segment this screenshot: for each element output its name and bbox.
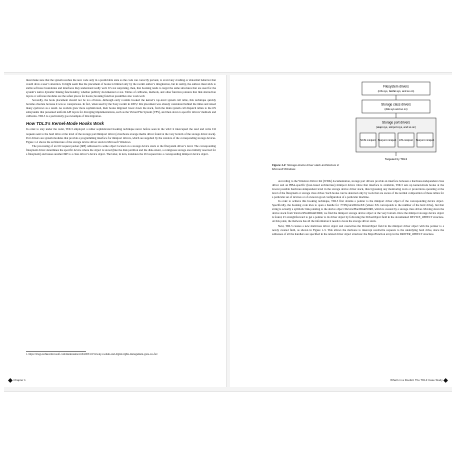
right-footer-label: What’s in a Rootkit: The TDL3 Case Study (390, 378, 443, 383)
left-body-text (26, 78, 216, 156)
left-footer (8, 377, 26, 384)
storport-miniport-label-2: Storport miniport (415, 139, 435, 142)
section-heading: How TDL3’s Kernel-Mode Hooks Work (26, 120, 104, 126)
storage-class-sublabel: (disk.sys and so on) (384, 108, 408, 111)
footnote-rule (26, 351, 86, 352)
right-footer (390, 377, 448, 384)
filesystem-drivers-sublabel: (ntfs.sys, fastfat.sys, and so on) (377, 90, 415, 93)
right-paragraph-3: Next, TDL3 creates a new malicious driver object and overwrites the DriverObject field in the miniport driver object with the pointer to a newly created field, as shown in Figure 1-3. This allows the malware to intercept read/write requests to the underlying hard drive, since the addresses of all the handlers are specified in the related driver object structure: the MajorFunction array in the DRIVER_OBJECT structure. (272, 223, 444, 236)
scsi-miniport-label: SCSI miniport (360, 139, 376, 142)
caption-label: Figure 1-2: (272, 163, 287, 167)
ata-miniport-label: ATA miniport (399, 139, 413, 142)
left-page (4, 75, 227, 387)
right-page (230, 75, 452, 387)
right-paragraph-1: According to the Windows Driver Kit (WDK) documentation, storage port drivers provide an interface between a hardware-independent class driver and an HBA-specific (host-based architecture) miniport driver. Once that interface is available, TDL3 sets up kernel-mode hooks at the lowest possible hardware-independent level in the storage device driver stack, thus bypassing any monitoring tools or protections operating at the level of the filesystem or storage class driver. Such hooks can be detected only by tools that are aware of the normal composition of these tables for a particular set of devices or of a known good configuration of a particular machine. (272, 179, 444, 200)
storage-class-label: Storage class drivers (381, 102, 411, 107)
left-paragraph-4: The processing of an I/O request packet (IRP) addressed to some object located on a storage device starts at the filesystem driver’s level. The corresponding filesystem driver determines the specific device where the object is stored (like the disk partition and the disk extent, a contiguous storage area initially reserved for a filesystem) and issues another IRP to a class driver’s device object. The latter, in turn, translates the I/O request into a corresponding miniport device object. (26, 143, 216, 156)
page-marker-icon-right: ◆ (443, 378, 448, 384)
right-body-text (272, 179, 444, 236)
storport-miniport-label-1: Storport miniport (377, 139, 397, 142)
book-spread (4, 72, 452, 392)
storage-port-sublabel: (atapi.sys, storport.sys, and so on) (376, 126, 416, 129)
page-marker-icon: ◆ (8, 378, 13, 384)
right-paragraph-2: In order to achieve this hooking technique, TDL3 first obtains a pointer to the miniport driver object of the corresponding device object. Specifically, the hooking code tries to open a handle for \??\PhysicalDriveXX (where XX corresponds to the number of the hard drive), but that string is actually a symbolic link pointing to the device object \Device\HardDisk0\DR0, which is created by a storage class driver. Moving down the device stack from \Device\HardDisk0\DR0, we find the miniport storage device object at the very bottom. Once the miniport storage device object is found, it’s straightforward to get a pointer to its driver object by following the DriverObject field in the documented DEVICE_OBJECT structure. At this point, the malware has all the information it needs to hook the storage driver stack. (272, 199, 444, 224)
left-paragraph-3: In order to stay under the radar, TDL3 employed a rather sophisticated hooking technique never before seen in the wild: it intercepted the read and write I/O requests sent to the hard drive at the level of the storage port/miniport driver (a hardware storage media driver found at the very bottom of the storage driver stack). Port drivers are system modules that provide a programming interface for miniport drivers, which are supplied by the vendors of the corresponding storage devices. Figure 1-2 shows the architecture of the storage device driver stack in Microsoft Windows. (26, 127, 216, 144)
footnote: 1. https://blogs.technet.microsoft.com/markrussinovich/2005/10/31/sony-rootkits-and-digital-rights-management-gone-too-far/ (26, 353, 158, 356)
figure-caption (272, 164, 342, 171)
left-paragraph-2: Secondly, the hook placement should not be too obvious. Although early rootkits hooked the kernel’s top-level system call table, this technique quickly became obsolete because it was so conspicuous. In fact, when used by the Sony rootkit in 2005,¹ this placement was already considered behind the times and raised many eyebrows as a result. As rootkits grew more sophisticated, their hooks migrated lower down the stack, from the main system call dispatch tables to the OS subsystems that presented uniform API layers for diverging implementations, such as the Virtual File System (VFS), and then down to specific drivers’ methods and callbacks. TDL3 is a particularly good example of this migration. (26, 98, 217, 119)
caption-text: Storage device driver stack architecture in Microsoft Windows (272, 163, 340, 171)
left-paragraph-1: must make sure that the system reaches the new code only in a predictable state so the code can correctly prevent, to avoid any crashing or abnormal behavior that would draw a user’s attention. It might seem like the placement of hooks is limited only by the rootkit author’s imagination, but in reality, the authors must stick to stable software boundaries and interfaces they understand really well. It’s not surprising, then, that hooking tends to target the same structures that are used for the system’s native dynamic linking functionality, whether publicly documented or not. Tables of callbacks, methods, and other function pointers that link abstraction layers or software modules are the safest places for hooks; hooking function preambles also work well. (26, 78, 216, 99)
filesystem-drivers-label: Filesystem drivers (383, 84, 409, 89)
target-label: Targeted by TDL3 (384, 157, 408, 161)
driver-stack-diagram (348, 81, 444, 163)
left-footer-label: Chapter 1 (13, 378, 26, 383)
storage-port-label: Storage port drivers (382, 120, 410, 125)
